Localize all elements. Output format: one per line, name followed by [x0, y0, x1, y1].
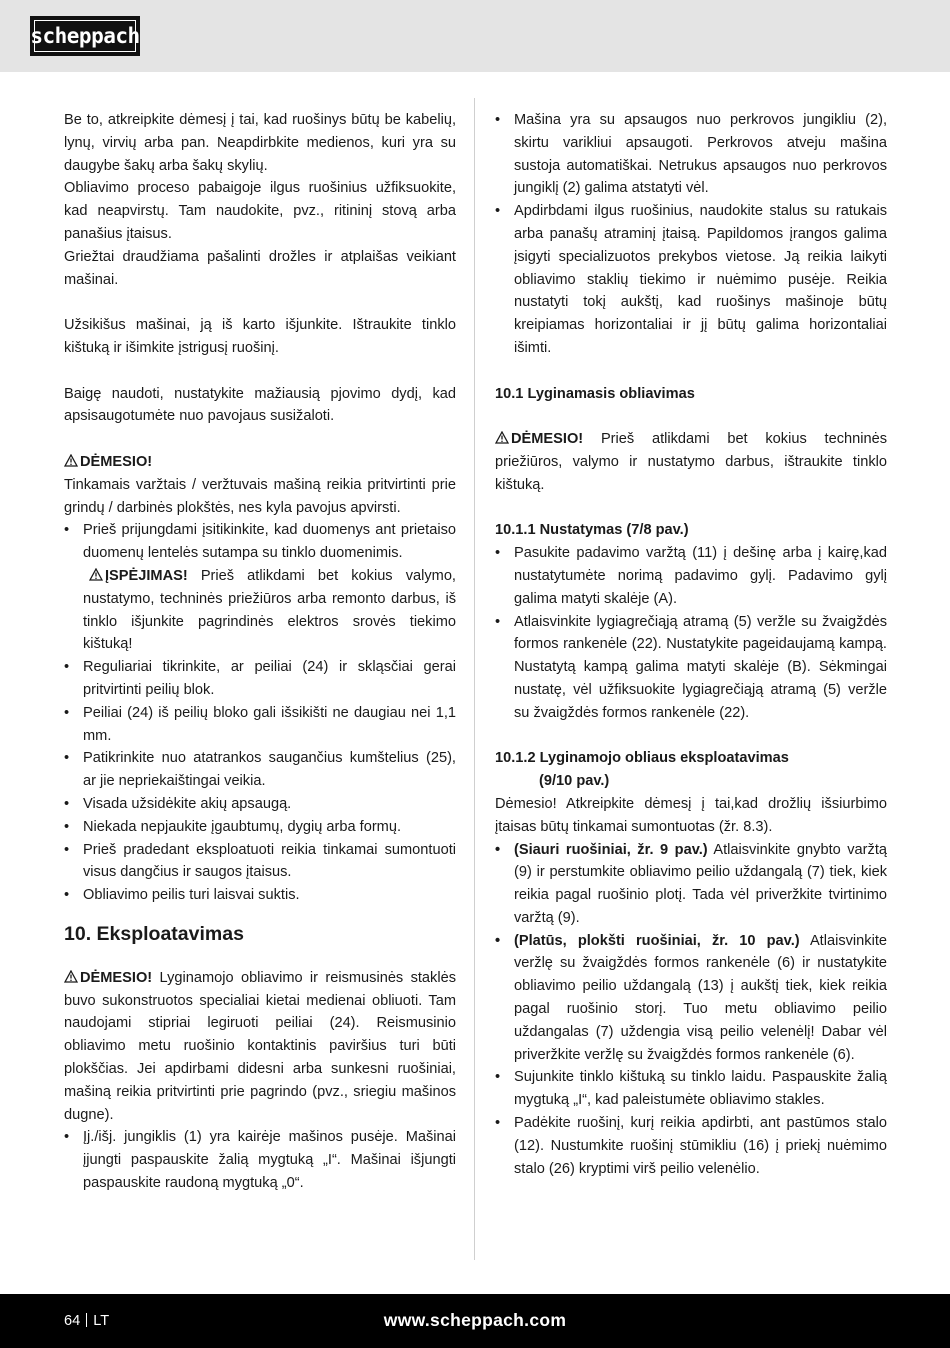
planing-list	[495, 839, 887, 1181]
safety-list	[64, 519, 456, 907]
warning-triangle-icon	[495, 428, 511, 451]
language-code: LT	[93, 1313, 110, 1329]
section-heading-continued: (9/10 pav.)	[539, 773, 610, 790]
list-item: • Prieš pradedant eksploatuoti reikia tinkamai sumontuoti visus dangčius ir saugos įtaisus.	[64, 839, 456, 885]
paragraph: Dėmesio! Atkreipkite dėmesį į tai,kad drožlių išsiurbimo įtaisas būtų tinkamai sumontuotas (žr. 8.3).	[495, 795, 887, 835]
warning-label: DĖMESIO!	[511, 431, 584, 448]
warning-label: ĮSPĖJIMAS!	[105, 567, 188, 584]
section-heading: 10.1 Lyginamasis obliavimas	[495, 385, 695, 402]
warning-paragraph	[495, 428, 887, 496]
list-item: • Atlaisvinkite lygiagrečiąją atramą (5) veržle su žvaigždės formos rankenėle (22). Nustatykite pageidaujamą kampą. Nustatytą kampą galima matyti skalėje (B). Sėkmingai nustatę, vėl užfiksuokite lygiagrečiąją atramą (5) veržle su žvaigždės formos rankenėle (22).	[495, 611, 887, 725]
list-item	[495, 930, 887, 1067]
paragraph: Obliavimo proceso pabaigoje ilgus ruošinius užfiksuokite, kad neapvirstų. Tam naudokite, pvz., ritininį stovą arba panašius įtaisus.	[64, 180, 456, 242]
warning-triangle-icon	[64, 451, 80, 474]
list-item: • Obliavimo peilis turi laisvai suktis.	[64, 884, 456, 907]
operation-list	[495, 109, 887, 360]
warning-text: Prieš atlikdami bet kokius techninės priežiūros, valymo ir nustatymo darbus, ištraukite tinklo kištuką.	[495, 431, 887, 493]
list-item: • Pasukite padavimo varžtą (11) į dešinę arba į kairę,kad nustatytumėte norimą padavimo gylį. Padavimo gylį galima matyti skalėje (A).	[495, 542, 887, 610]
column-divider	[474, 98, 475, 1260]
paragraph: Baigę naudoti, nustatykite mažiausią pjovimo dydį, kad apsisaugotumėte nuo pavojaus susižaloti.	[64, 385, 456, 425]
list-item: • Padėkite ruošinį, kurį reikia apdirbti, ant pastūmos stalo (12). Nustumkite ruošinį stūmikliu (16) į priekį nuėmimo stalo (26) kryptimi virš peilio velenėlio.	[495, 1112, 887, 1180]
left-column	[64, 109, 456, 1195]
list-item: • Įj./išj. jungiklis (1) yra kairėje mašinos pusėje. Mašinai įjungti paspauskite žalią mygtuką „I“. Mašinai išjungti paspauskite raudoną mygtuką „0“.	[64, 1126, 456, 1194]
section-heading: 10.1.1 Nustatymas (7/8 pav.)	[495, 522, 689, 539]
list-item-text: Atlaisvinkite veržlę su žvaigždės formos rankenėle (6) ir nustatykite obliavimo peilio uždangalą (13) į aukštį tiek, kiek reikia pagal ruošinio storį. Tuo metu obliavimo peilio uždangalas (7) uždengia visą peilio velenėlį! Dabar vėl priveržkite veržlę su žvaigždės formos rankenėle (6).	[514, 932, 887, 1063]
page-header	[0, 0, 950, 72]
right-column	[495, 109, 887, 1180]
list-item	[64, 519, 456, 656]
list-item: • Peiliai (24) iš peilių bloko gali išsikišti ne daugiau nei 1,1 mm.	[64, 702, 456, 748]
warning-triangle-icon	[64, 967, 80, 990]
scheppach-logo: scheppach	[30, 16, 140, 56]
paragraph: Užsikišus mašinai, ją iš karto išjunkite. Ištraukite tinklo kištuką ir išimkite įstrigusį ruošinį.	[64, 317, 456, 356]
warning-text: Lyginamojo obliavimo ir reismusinės staklės buvo sukonstruotos specialiai kietai medienai obliuoti. Tam naudojami stipriai legiruoti peiliai (24). Reismusinio obliavimo metu ruošinio kontaktinis paviršius turi būti plokščias. Jei apdirbami didesni arba sunkesni ruošiniai, mašiną reikia pritvirtinti prie pagrindo (pvz., sriegiu mašinos dugne).	[64, 969, 456, 1123]
warning-label: DĖMESIO!	[80, 969, 153, 986]
chapter-title: 10. Eksploatavimas	[64, 922, 244, 945]
list-item-label: (Siauri ruošiniai, žr. 9 pav.)	[514, 841, 708, 858]
list-item: • Reguliariai tikrinkite, ar peiliai (24) ir skląsčiai gerai pritvirtinti peilių blok.	[64, 656, 456, 702]
list-item: • Niekada nepjaukite įgaubtumų, dygių arba formų.	[64, 816, 456, 839]
warning-paragraph	[64, 967, 456, 1127]
page-number-value: 64	[64, 1313, 81, 1329]
website-link[interactable]: www.scheppach.com	[383, 1310, 567, 1330]
warning-label: DĖMESIO!	[80, 453, 153, 470]
section-heading: 10.1.2 Lyginamojo obliaus eksploatavimas	[495, 750, 789, 767]
warning-text: Tinkamais varžtais / veržtuvais mašiną reikia pritvirtinti prie grindų / darbinės plokštės, nes kyla pavojus apvirsti.	[64, 476, 456, 516]
warning-triangle-icon	[89, 565, 105, 588]
settings-list	[495, 542, 887, 724]
warning-text: Prieš atlikdami bet kokius valymo, nustatymo, techninės priežiūros arba remonto darbus, iš tinklo išjunkite pagrindinės elektros srovės tiekimo kištuką!	[83, 567, 456, 653]
list-item-text: Atlaisvinkite gnybto varžtą (9) ir perstumkite obliavimo peilio uždangalą (7) tiek, kiek reikia pagal ruošinio plotį. Tada vėl priveržkite tvirtinimo varžtą (9).	[514, 841, 888, 926]
list-item: • Sujunkite tinklo kištuką su tinklo laidu. Paspauskite žalią mygtuką „I“, kad paleistumėte obliavimo stakles.	[495, 1066, 887, 1112]
paragraph: Griežtai draudžiama pašalinti drožles ir atplaišas veikiant mašinai.	[64, 248, 456, 288]
list-item: • Apdirbdami ilgus ruošinius, naudokite stalus su ratukais arba panašų atraminį įtaisą. Papildomos įrangos galima įsigyti specializuotos prekybos vietose. Ją reikia laikyti obliavimo staklių tiekimo ir nuėmimo pusėje. Reikia nustatyti tokį aukštį, kad ruošinys mašinoje būtų kreipiamas horizontaliai ir jį būtų galima horizontaliai išimti.	[495, 200, 887, 360]
warning-heading	[64, 451, 456, 474]
paragraph: Be to, atkreipkite dėmesį į tai, kad ruošinys būtų be kabelių, lynų, virvių arba pan. Neapdirbkite medienos, kuri yra su daugybe šakų arba šakų skylių.	[64, 112, 456, 174]
list-item: • Patikrinkite nuo atatrankos saugančius kumštelius (25), ar jie nepriekaištingai veikia.	[64, 747, 456, 793]
list-item: • Mašina yra su apsaugos nuo perkrovos jungikliu (2), skirtu varikliui apsaugoti. Perkrovos atveju mašina sustoja automatiškai. Netrukus apsaugos nuo perkrovos jungiklį (2) galima atstatyti vėl.	[495, 109, 887, 200]
list-item-label: (Platūs, plokšti ruošiniai, žr. 10 pav.)	[514, 932, 800, 949]
list-item-text: Prieš prijungdami įsitikinkite, kad duomenys ant prietaiso duomenų lentelės sutampa su tinklo duomenimis.	[83, 522, 456, 562]
page-footer	[0, 1294, 950, 1348]
list-item	[495, 839, 887, 930]
list-item: • Visada užsidėkite akių apsaugą.	[64, 793, 456, 816]
operation-list	[64, 1126, 456, 1194]
